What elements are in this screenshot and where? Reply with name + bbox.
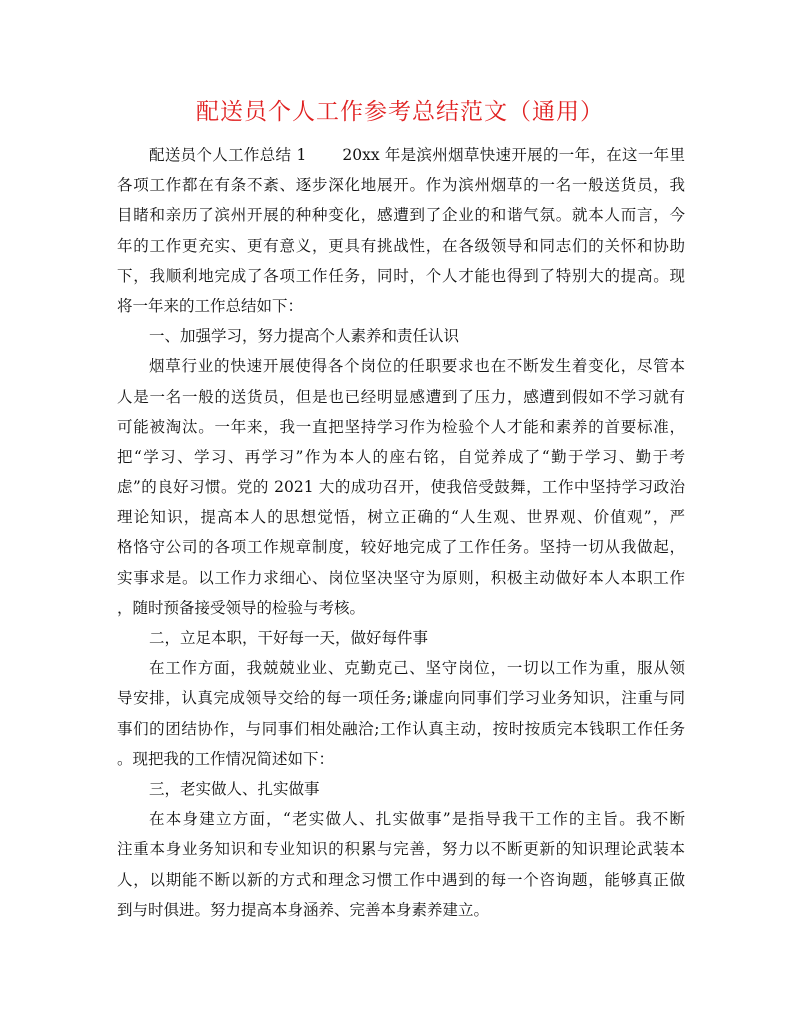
paragraph-line: 虑”的良好习惯。党的 2021 大的成功召开，使我倍受鼓舞，工作中坚持学习政治 [117, 478, 685, 497]
paragraph-line: 注重本身业务知识和专业知识的积累与完善，努力以不断更新的知识理论武装本 [117, 840, 685, 859]
paragraph-line: 导安排，认真完成领导交给的每一项任务;谦虚向同事们学习业务知识，注重与同 [117, 689, 685, 708]
paragraph-line: 目睹和亲历了滨州开展的种种变化，感遭到了企业的和谐气氛。就本人而言，今 [117, 206, 685, 225]
paragraph-line [117, 140, 685, 170]
paragraph-line: ，随时预备接受领导的检验与考核。 [117, 598, 366, 617]
paragraph-line: 在本身建立方面，“老实做人、扎实做事”是指导我干工作的主旨。我不断 [149, 810, 685, 829]
paragraph-line: 事们的团结协作，与同事们相处融洽;工作认真主动，按时按质完本钱职工作任务 [117, 719, 685, 738]
paragraph-line: 烟草行业的快速开展使得各个岗位的任职要求也在不断发生着变化，尽管本 [149, 357, 685, 376]
paragraph-line: 把“学习、学习、再学习”作为本人的座右铭，自觉养成了“勤于学习、勤于考 [117, 447, 685, 466]
paragraph-line: 各项工作都在有条不紊、逐步深化地展开。作为滨州烟草的一名一般送货员，我 [117, 176, 685, 195]
paragraph-line: 将一年来的工作总结如下： [117, 296, 304, 315]
paragraph-line: 人是一名一般的送货员，但是也已经明显感遭到了压力，感遭到假如不学习就有 [117, 387, 685, 406]
paragraph-line: 年的工作更充实、更有意义，更具有挑战性，在各级领导和同志们的关怀和协助 [117, 236, 685, 255]
section-heading: 一、加强学习，努力提高个人素养和责任认识 [149, 327, 460, 346]
intro-label: 配送员个人工作总结 1 [149, 146, 307, 164]
paragraph-line: 实事求是。以工作力求细心、岗位坚决坚守为原则，积极主动做好本人本职工作 [117, 568, 685, 587]
paragraph-line: 理论知识，提高本人的思想觉悟，树立正确的“人生观、世界观、价值观”，严 [117, 508, 685, 527]
paragraph-line: 下，我顺利地完成了各项工作任务，同时，个人才能也得到了特别大的提高。现 [117, 266, 685, 285]
paragraph-line: 人，以期能不断以新的方式和理念习惯工作中遇到的每一个咨询题，能够真正做 [117, 870, 685, 889]
paragraph-line: 格恪守公司的各项工作规章制度，较好地完成了工作任务。坚持一切从我做起， [117, 538, 685, 557]
paragraph-line: 在工作方面，我兢兢业业、克勤克己、坚守岗位，一切以工作为重，服从领 [149, 659, 685, 678]
intro-text: 20xx 年是滨州烟草快速开展的一年，在这一年里 [342, 146, 685, 164]
document-body [117, 140, 685, 925]
section-heading: 二，立足本职，干好每一天，做好每件事 [149, 629, 429, 647]
paragraph-line: 到与时俱进。努力提高本身涵养、完善本身素养建立。 [117, 900, 490, 919]
paragraph-line: 可能被淘汰。一年来，我一直把坚持学习作为检验个人才能和素养的首要标准， [117, 417, 685, 436]
document-title: 配送员个人工作参考总结范文（通用） [196, 99, 604, 125]
section-heading: 三，老实做人、扎实做事 [149, 779, 320, 798]
paragraph-line: 。现把我的工作情况简述如下： [117, 749, 335, 768]
